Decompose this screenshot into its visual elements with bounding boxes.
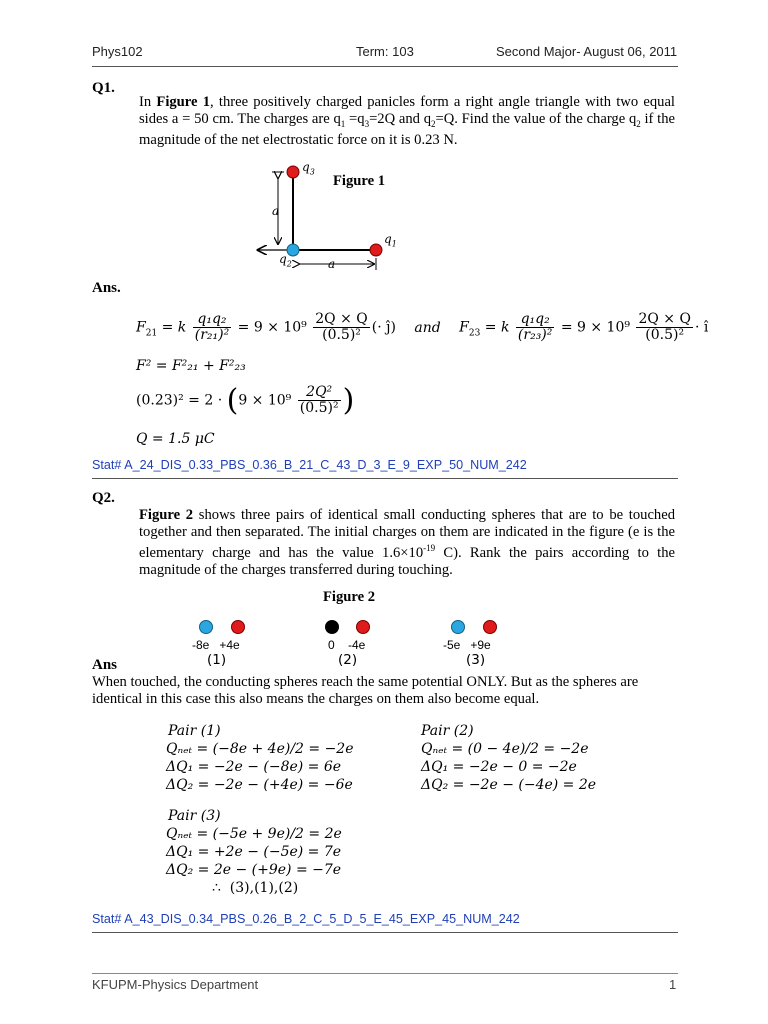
pair1-index: (1) — [207, 652, 227, 668]
eq-line-3: (0.23)² = 2 · (9 × 10⁹ $\frac{\text{2Q²}}{\text{(0.5)²}}$ ) — [136, 383, 355, 418]
q1-ans-label: Ans. — [92, 280, 121, 296]
pair2-charges: 0 -4e — [328, 638, 366, 652]
label-q3: $q_3$ — [302, 160, 315, 177]
pair1-qnet: Qₙₑₜ = (−8e + 4e)/2 = −2e — [166, 741, 354, 757]
q1-rule — [92, 478, 678, 479]
charge-q3 — [287, 166, 299, 178]
ranking-result: ∴ (3),(1),(2) — [212, 880, 299, 896]
header-term: Term: 103 — [356, 44, 414, 59]
header-course: Phys102 — [92, 44, 143, 59]
header-exam: Second Major- August 06, 2011 — [496, 44, 678, 59]
pair2-qnet: Qₙₑₜ = (0 − 4e)/2 = −2e — [421, 741, 589, 757]
pair1-charges: -8e +4e — [192, 638, 240, 652]
sphere-pair1-left — [199, 620, 213, 634]
label-q2: $q_2$ — [279, 252, 292, 269]
pair3-title: Pair (3) — [168, 808, 221, 824]
pair3-dq2: ΔQ₂ = 2e − (+9e) = −7e — [166, 862, 342, 878]
q2-label: Q2. — [92, 490, 115, 506]
sphere-pair2-right — [356, 620, 370, 634]
pair1-title: Pair (1) — [168, 723, 221, 739]
sphere-pair1-right — [231, 620, 245, 634]
footer-rule — [92, 973, 678, 974]
pair3-charges: -5e +9e — [443, 638, 491, 652]
pair3-dq1: ΔQ₁ = +2e − (−5e) = 7e — [166, 844, 342, 860]
header-rule — [92, 66, 678, 67]
label-a-horizontal: a — [328, 257, 336, 271]
q2-ans-text: When touched, the conducting spheres reach the same potential ONLY. But as the spheres are identical in this case this also means the charges on them also become equal. — [92, 674, 639, 707]
figure-2-title: Figure 2 — [323, 589, 376, 605]
figure-1-title: Figure 1 — [333, 173, 386, 189]
figure-1 — [250, 158, 410, 278]
eq-line-4: Q = 1.5 μC — [136, 431, 215, 447]
sphere-pair2-left — [325, 620, 339, 634]
q1-stat: Stat# A_24_DIS_0.33_PBS_0.36_B_21_C_43_D_3_E_9_EXP_50_NUM_242 — [92, 458, 527, 472]
pair1-dq1: ΔQ₁ = −2e − (−8e) = 6e — [166, 759, 342, 775]
pair3-index: (3) — [466, 652, 486, 668]
eq-line-1: $F_{21} = k$ $\frac{\text{q₁q₂}}{\text{(r₂₁)²}}$ = 9 × 10⁹ $\frac{2Q \times Q}{\text{(0.5)²}}$ (· ĵ) and $F_{23} = k$ $\frac{\text{q₁q₂}}{\text{(r₂₃)²}}$ = 9 × 10⁹ $\frac{2Q \times Q}{\text{(0.5)²}}$ · î — [136, 311, 709, 343]
eq-line-2: F² = F²₂₁ + F²₂₃ — [136, 358, 246, 374]
pair3-qnet: Qₙₑₜ = (−5e + 9e)/2 = 2e — [166, 826, 342, 842]
sphere-pair3-right — [483, 620, 497, 634]
q1-text: In Figure 1, three positively charged panicles form a right angle triangle with two equal sides a = 50 cm. The charges are $q_1 =q_3=2Q$ and $q_2=Q$. Find the value of the charge $q_2$ if the magnitude of the net electrostatic force on it is 0.23 N. — [139, 94, 675, 149]
footer-dept: KFUPM-Physics Department — [92, 977, 259, 992]
label-q1: $q_1$ — [384, 232, 397, 249]
q2-text: Figure 2 shows three pairs of identical small conducting spheres that are to be touched together and then separated. The initial charges on them are indicated in the figure (e is the elementary charge and has the value $1.6\times 10^{-19}$ C). Rank the pairs according to the magnitude of the charges transferred during touching. — [139, 507, 675, 578]
sphere-pair3-left — [451, 620, 465, 634]
pair2-index: (2) — [338, 652, 358, 668]
charge-q1 — [370, 244, 382, 256]
pair2-dq1: ΔQ₁ = −2e − 0 = −2e — [421, 759, 577, 775]
pair2-title: Pair (2) — [421, 723, 474, 739]
pair2-dq2: ΔQ₂ = −2e − (−4e) = 2e — [421, 777, 597, 793]
page-number: 1 — [669, 977, 677, 992]
pair1-dq2: ΔQ₂ = −2e − (+4e) = −6e — [166, 777, 353, 793]
label-a-vertical: a — [272, 204, 280, 218]
q1-label: Q1. — [92, 80, 115, 96]
q2-rule — [92, 932, 678, 933]
q2-ans-label: Ans — [92, 657, 118, 673]
q2-stat: Stat# A_43_DIS_0.34_PBS_0.26_B_2_C_5_D_5_E_45_EXP_45_NUM_242 — [92, 912, 520, 926]
